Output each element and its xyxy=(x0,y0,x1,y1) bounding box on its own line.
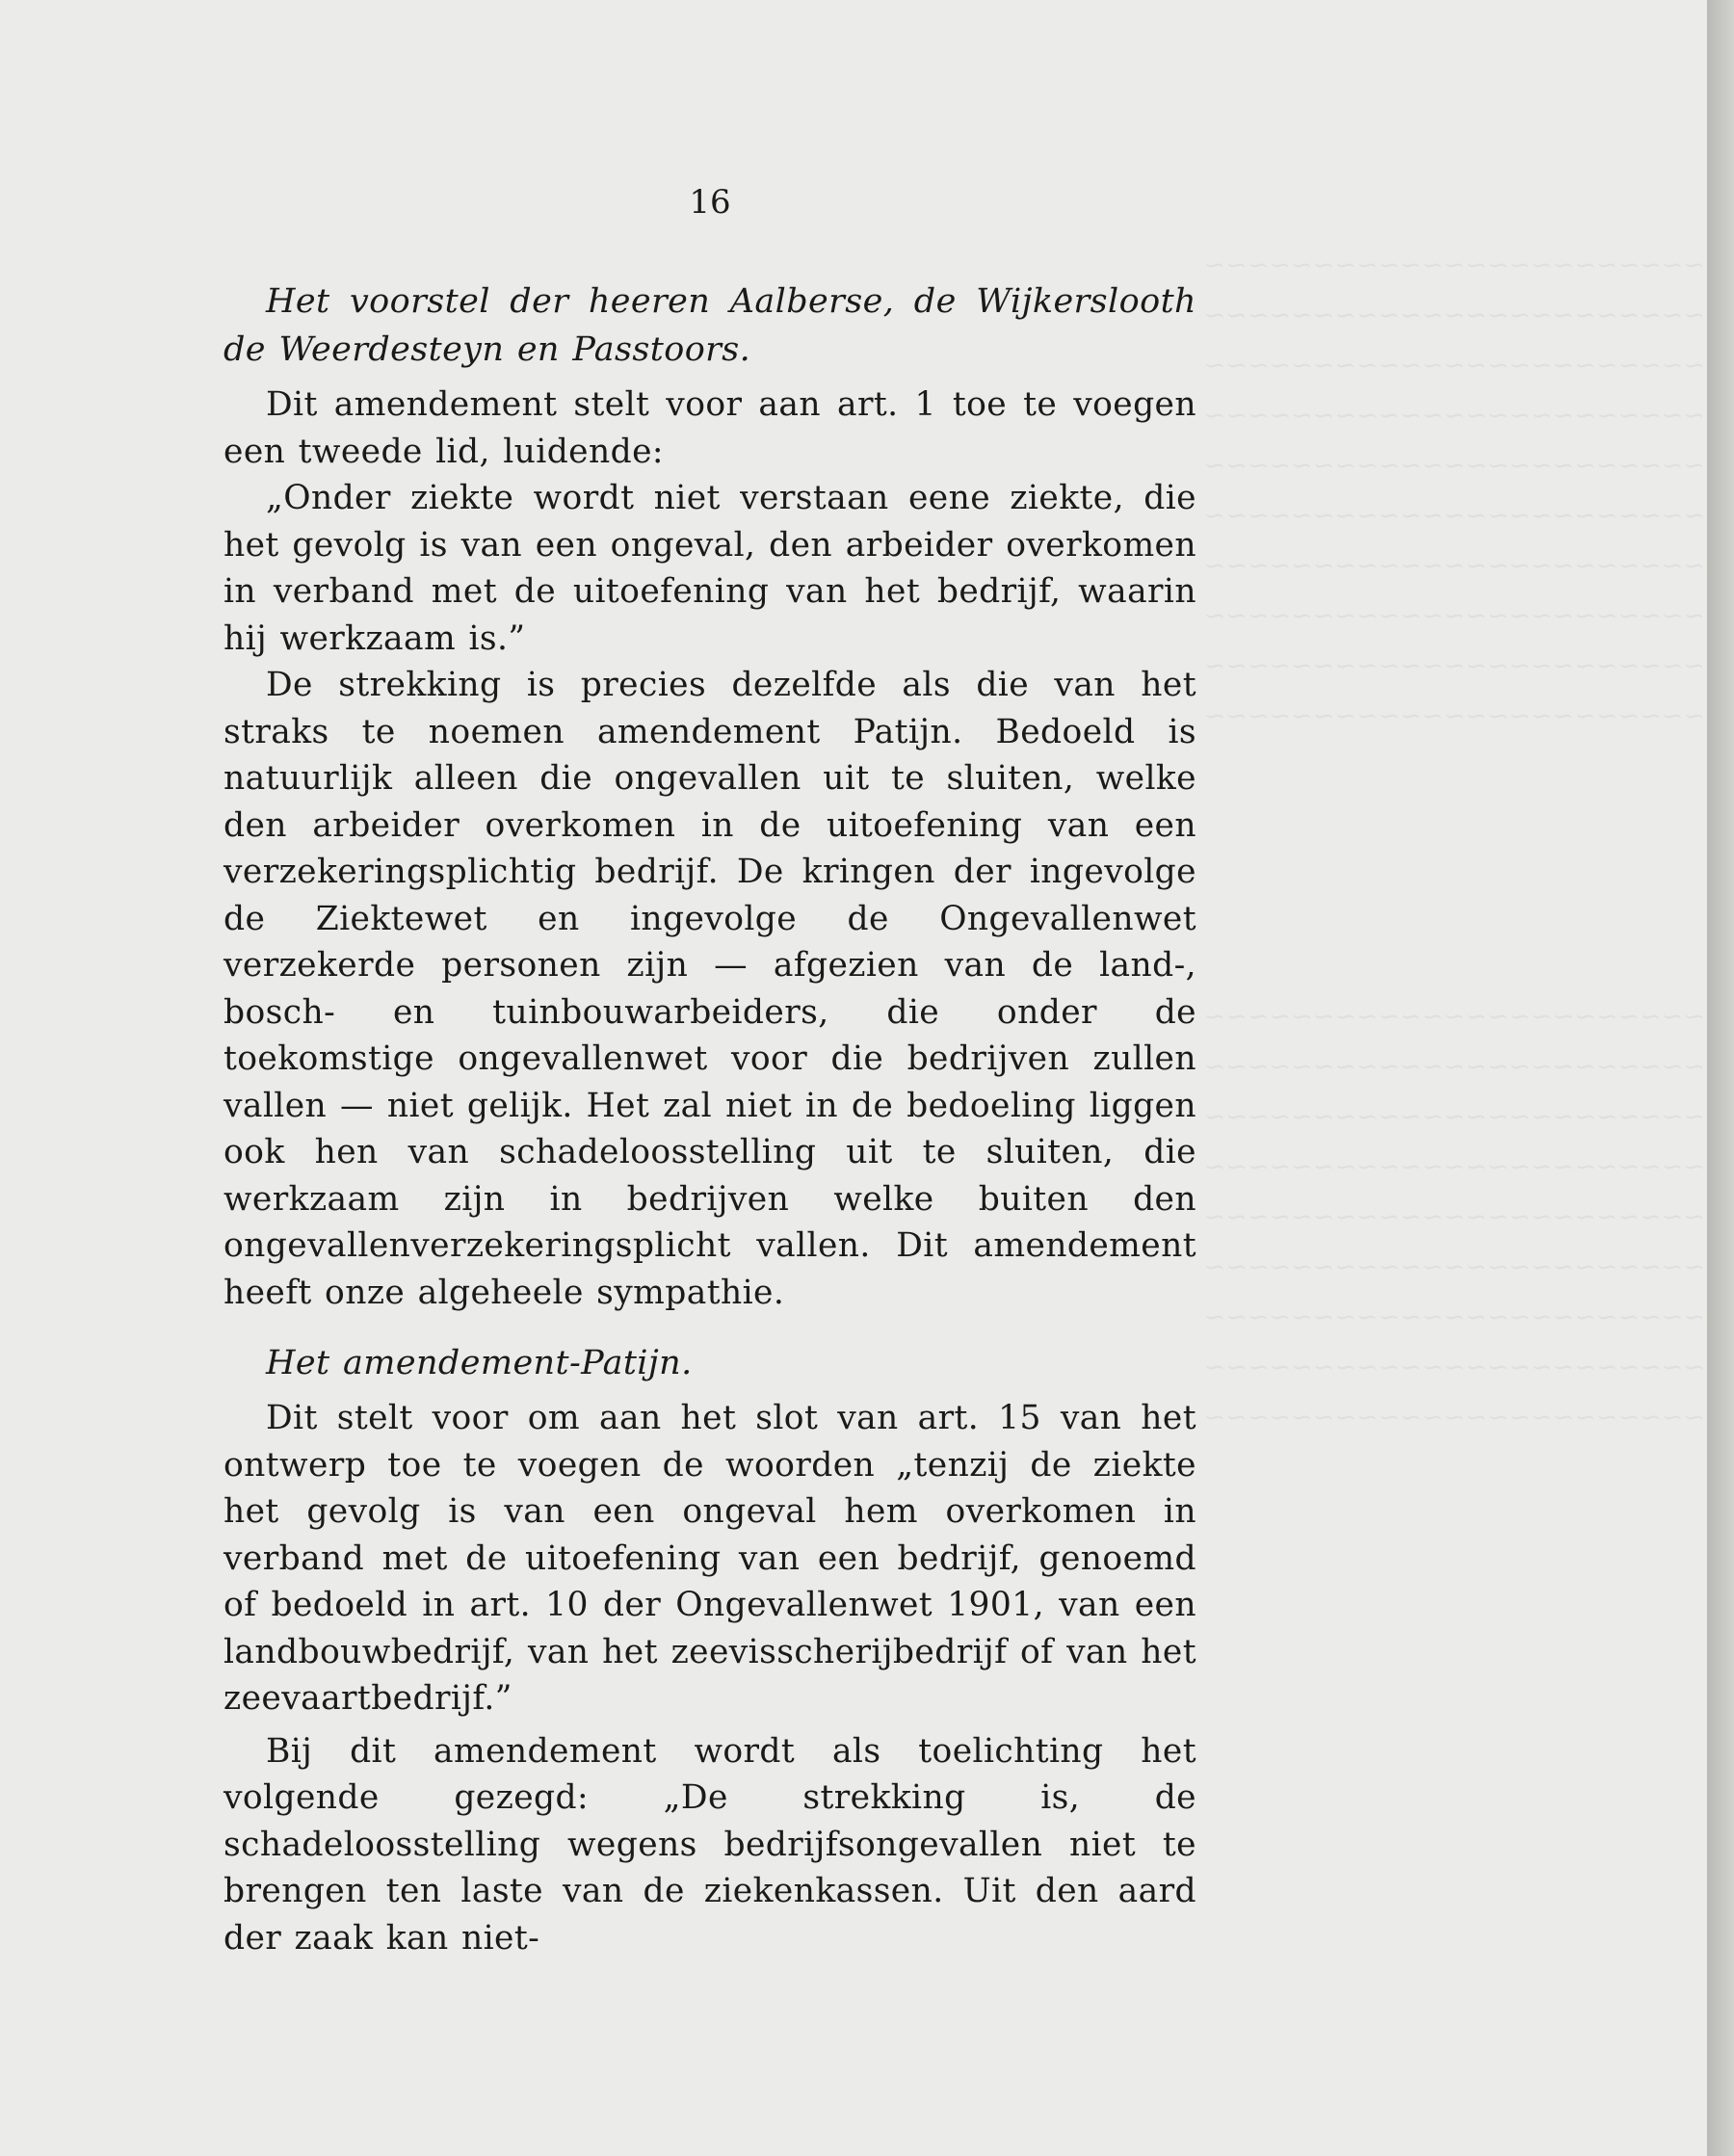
section-aalberse xyxy=(223,277,1196,1316)
paragraph-quote: „Onder ziekte wordt niet verstaan eene ziekte, die het gevolg is van een ongeval, den arbeider overkomen in verband met de uitoefening van het bedrijf, waarin hij werkzaam is.” xyxy=(223,479,1196,658)
section-heading: Het amendement-Patijn. xyxy=(266,1344,693,1382)
section-patijn xyxy=(223,1339,1196,1961)
section-heading: Het voorstel der heeren Aalberse, de Wijkerslooth de Weerdesteyn en Passtoors. xyxy=(223,282,1196,369)
page-edge xyxy=(1707,0,1734,2156)
paragraph-body: Bij dit amendement wordt als toelichting het volgende gezegd: „De strekking is, de schadeloosstelling wegens bedrijfsongevallen niet te brengen ten laste van de ziekenkassen. Uit den aard der zaak kan niet- xyxy=(223,1731,1196,1958)
paragraph-body: De strekking is precies dezelfde als die van het straks te noemen amendement Patijn. Bedoeld is natuurlijk alleen die ongevallen uit te sluiten, welke den arbeider overkomen in de uitoefening van een verzekeringsplichtig bedrijf. De kringen der ingevolge de Ziektewet en ingevolge de Ongevallenwet verzekerde personen zijn — afgezien van de land-, bosch- en tuinbouwarbeiders, die onder de toekomstige ongevallenwet voor die bedrijven zullen vallen — niet gelijk. Het zal niet in de bedoeling liggen ook hen van schadeloosstelling uit te sluiten, die werkzaam zijn in bedrijven welke buiten den ongevallenverzekeringsplicht vallen. Dit amendement heeft onze algeheele sympathie. xyxy=(223,666,1196,1312)
paragraph-intro: Dit amendement stelt voor aan art. 1 toe te voegen een tweede lid, luidende: xyxy=(223,385,1196,471)
page-number: 16 xyxy=(689,183,731,222)
paragraph-body: Dit stelt voor om aan het slot van art. 15 van het ontwerp toe te voegen de woorden „tenzij de ziekte het gevolg is van een ongeval hem overkomen in verband met de uitoefening van een bedrijf, genoemd of bedoeld in art. 10 der Ongevallenwet 1901, van een landbouwbedrijf, van het zeevisscherijbedrijf of van het zeevaartbedrijf.” xyxy=(223,1399,1196,1718)
show-through-text xyxy=(1204,241,1705,1975)
